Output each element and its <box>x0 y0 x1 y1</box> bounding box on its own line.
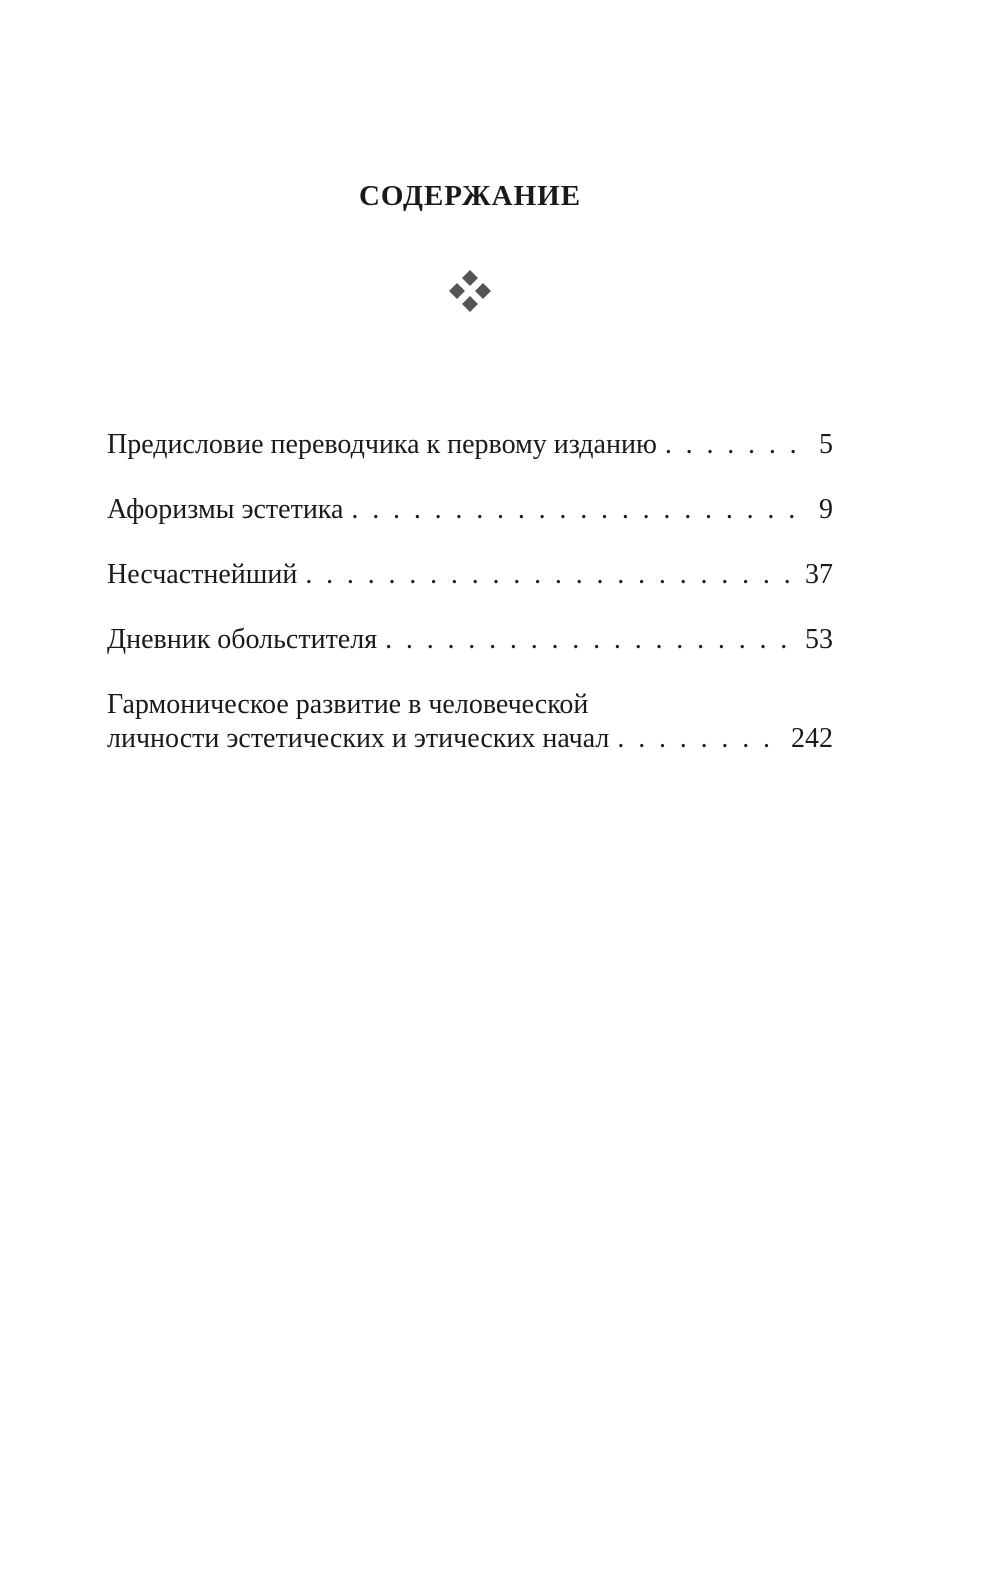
dot-leader <box>617 722 781 756</box>
toc-entry-title-line-2: личности эстетических и этических начал <box>107 723 610 754</box>
toc-entry[interactable] <box>107 558 833 592</box>
table-of-contents <box>107 428 833 787</box>
toc-entry[interactable] <box>107 493 833 527</box>
toc-entry-page: 37 <box>805 559 833 590</box>
toc-entry[interactable] <box>107 688 833 756</box>
dot-leader <box>351 493 809 527</box>
dot-leader <box>665 428 809 462</box>
toc-entry-title: Афоризмы эстетика <box>107 494 344 525</box>
toc-entry-title-line-1: Гармоническое развитие в человеческой <box>107 689 589 720</box>
toc-entry-page: 9 <box>819 494 833 525</box>
toc-entry[interactable] <box>107 428 833 462</box>
four-diamond-ornament-icon <box>448 269 492 313</box>
dot-leader <box>385 623 795 657</box>
toc-entry-page: 5 <box>819 429 833 460</box>
toc-entry-title: Несчастнейший <box>107 559 298 590</box>
dot-leader <box>305 558 795 592</box>
toc-entry-title: Дневник обольстителя <box>107 624 378 655</box>
toc-entry-page: 53 <box>805 624 833 655</box>
toc-entry-title: Предисловие переводчика к первому изданию <box>107 429 657 460</box>
page-title: СОДЕРЖАНИЕ <box>358 180 582 212</box>
toc-entry-page: 242 <box>791 723 833 754</box>
toc-entry[interactable] <box>107 623 833 657</box>
